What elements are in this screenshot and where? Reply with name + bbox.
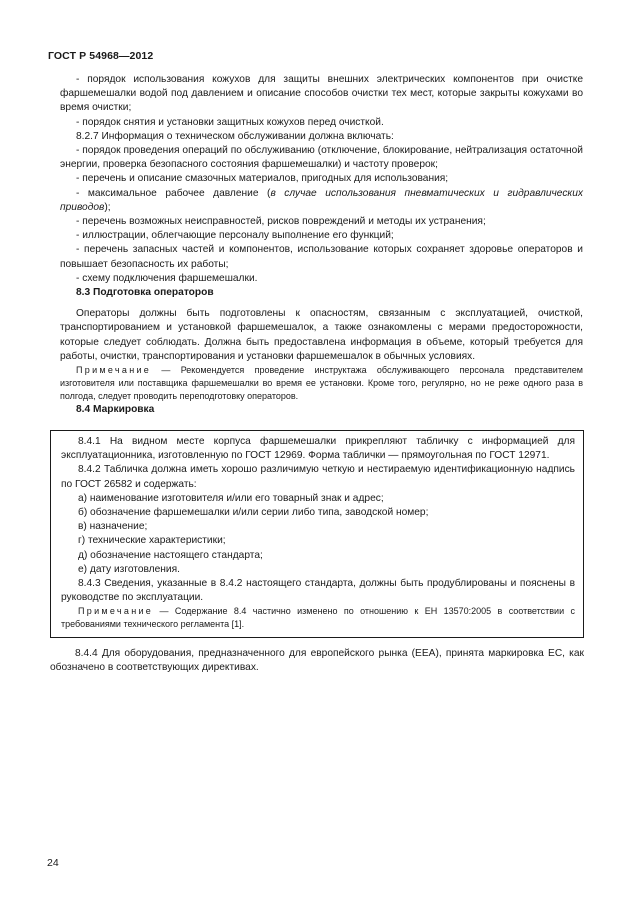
clause-8-4-1: 8.4.1 На видном месте корпуса фаршемешалки прикрепляют табличку с информацией для эксплуатационника, изготовленную по ГОСТ 12969. Форма таблички — прямоугольная по ГОСТ 12971. xyxy=(61,436,575,462)
list-item: б) обозначение фаршемешалки и/или серии либо типа, заводской номер; xyxy=(78,507,429,519)
section-8-4-note xyxy=(61,605,575,631)
section-heading-8-4: 8.4 Маркировка xyxy=(76,404,155,416)
note-text: — Рекомендуется проведение инструктажа обслуживающего персонала представителем изготовителя или поставщика фаршемешалки во время ее установки. Кроме того, регулярно, но не реже одного раза в полгода, следует проводить переподготовку операторов. xyxy=(60,365,583,402)
paragraph: - перечень запасных частей и компонентов, использование которых сохраняет здоровье операторов и повышает безопасность их работы; xyxy=(60,244,583,270)
page-number: 24 xyxy=(47,857,59,869)
paragraph: - порядок проведения операций по обслуживанию (отключение, блокирование, нейтрализация остаточной энергии, проверка безопасного состояния фаршемешалки) и частоту проверок; xyxy=(60,145,583,171)
paragraph-pressure xyxy=(60,187,583,215)
paragraph: 8.2.7 Информация о техническом обслуживании должна включать: xyxy=(76,130,394,142)
list-item: в) назначение; xyxy=(78,521,148,533)
list-item: е) дату изготовления. xyxy=(78,563,180,575)
section-8-3-body: Операторы должны быть подготовлены к опасностям, связанным с эксплуатацией, очисткой, транспортированием и установкой фаршемешалок, а также ознакомлены с мерами предосторожности, которые следует соблюдать. Должна быть предоставлена информация в объеме, который требуется для работы, очистки, транспортирования и установки фаршемешалок в обычных условиях. xyxy=(60,308,583,362)
main-content xyxy=(60,73,583,417)
paragraph: - иллюстрации, облегчающие персоналу выполнение его функций; xyxy=(76,230,394,242)
italic-fragment: в случае использования пневматических и гидравлических приводов xyxy=(60,187,583,213)
note-text: — Содержание 8.4 частично изменено по отношению к ЕН 13570:2005 в соответствии с требованиями технического регламента [1]. xyxy=(61,606,575,630)
text-fragment: ); xyxy=(104,201,111,213)
list-item: д) обозначение настоящего стандарта; xyxy=(78,549,263,561)
clause-8-4-4: 8.4.4 Для оборудования, предназначенного для европейского рынка (ЕЕА), принята маркировка ЕС, как обозначено в соответствующих директивах. xyxy=(50,648,584,674)
section-8-3-note xyxy=(60,364,583,403)
text-fragment: - максимальное рабочее давление ( xyxy=(76,187,271,199)
paragraph: - схему подключения фаршемешалки. xyxy=(76,272,258,284)
note-label: Примечание xyxy=(76,365,152,376)
note-label: Примечание xyxy=(78,606,154,617)
clause-8-4-2: 8.4.2 Табличка должна иметь хорошо различимую четкую и нестираемую идентификационную надпись по ГОСТ 26582 и содержать: xyxy=(61,464,575,490)
paragraph: - порядок снятия и установки защитных кожухов перед очисткой. xyxy=(76,116,384,128)
document-header: ГОСТ Р 54968—2012 xyxy=(48,50,154,62)
clause-8-4-3: 8.4.3 Сведения, указанные в 8.4.2 настоящего стандарта, должны быть продублированы и пояснены в руководстве по эксплуатации. xyxy=(61,578,575,604)
paragraph: - порядок использования кожухов для защиты внешних электрических компонентов при очистке фаршемешалки водой под давлением и описание способов очистки тех мест, которые закрыты кожухами во время очистки; xyxy=(60,74,583,114)
paragraph: - перечень возможных неисправностей, рисков повреждений и методы их устранения; xyxy=(76,216,486,228)
list-item: а) наименование изготовителя и/или его товарный знак и адрес; xyxy=(78,492,384,504)
paragraph: - перечень и описание смазочных материалов, пригодных для использования; xyxy=(76,173,449,185)
list-item: г) технические характеристики; xyxy=(78,535,226,547)
section-heading-8-3: 8.3 Подготовка операторов xyxy=(76,287,214,299)
amended-text-box xyxy=(50,430,584,638)
